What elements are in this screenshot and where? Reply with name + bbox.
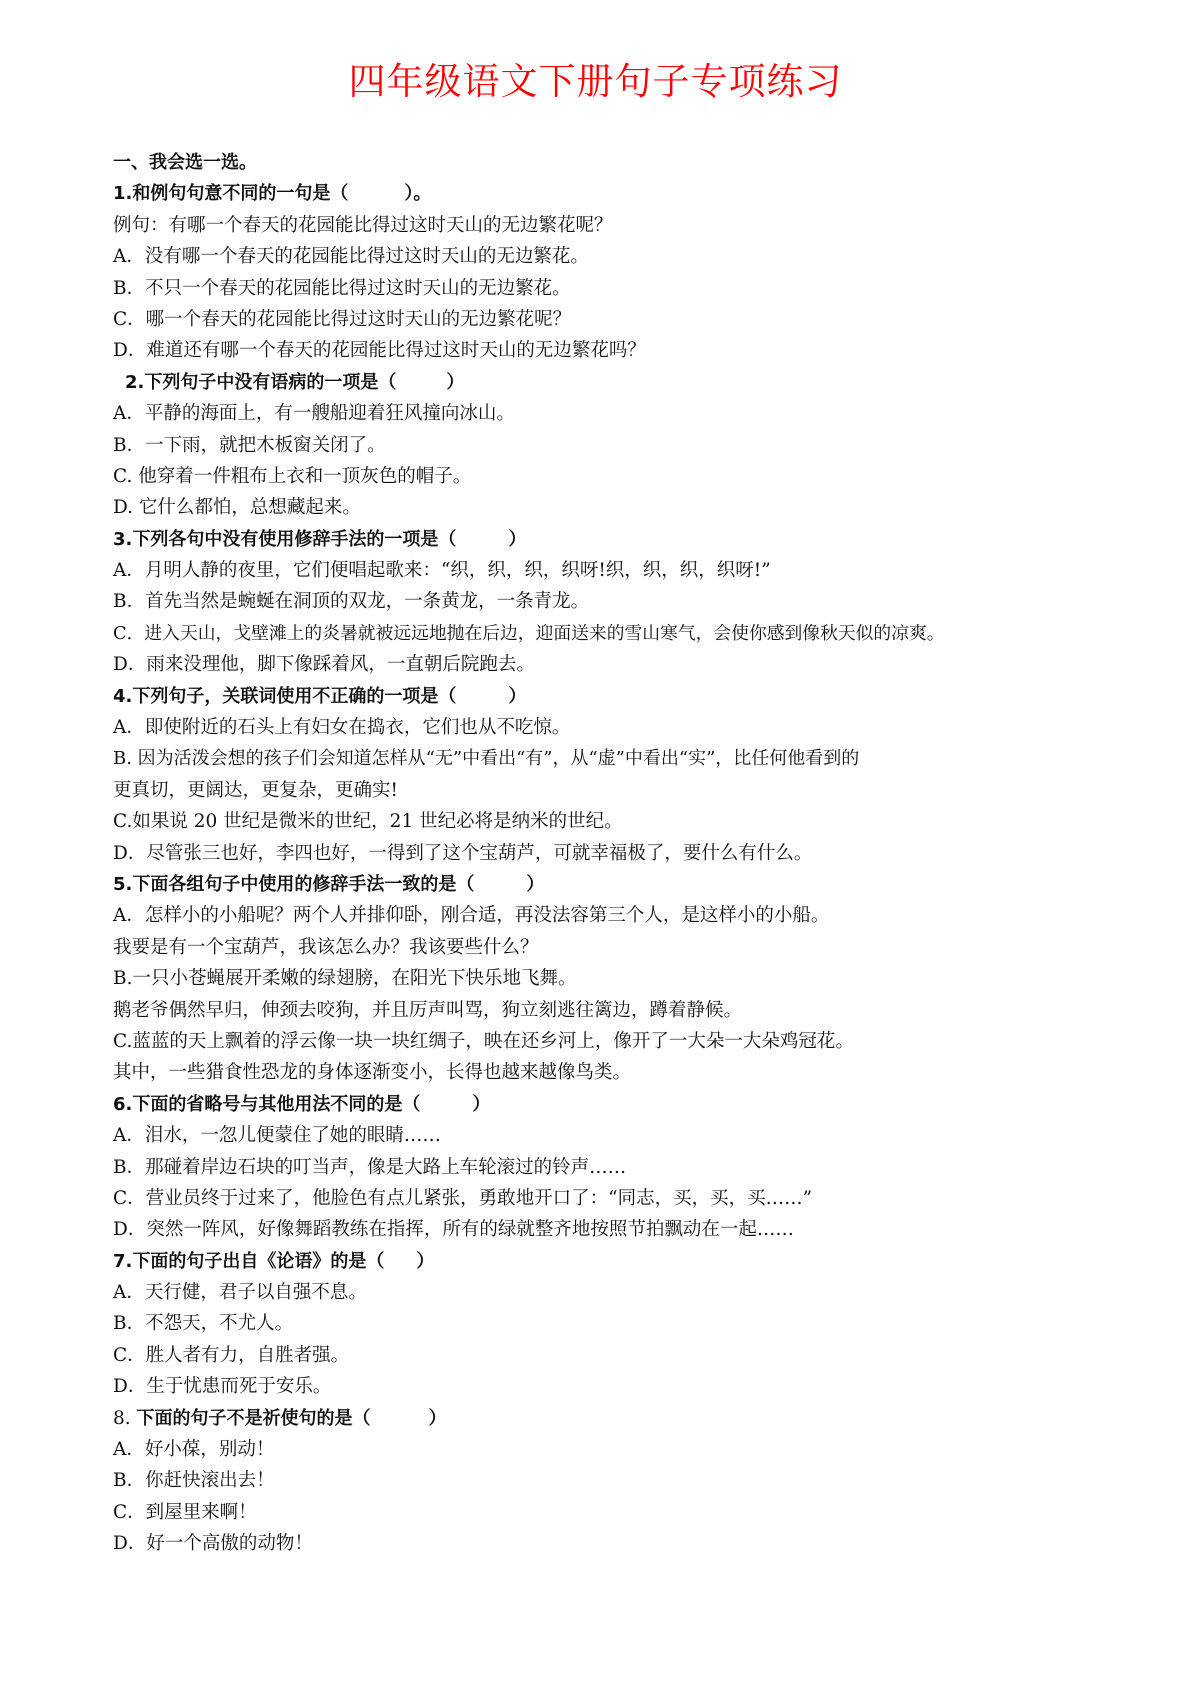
question-stem bbox=[113, 681, 1093, 712]
option: B.一只小苍蝇展开柔嫩的绿翅膀，在阳光下快乐地飞舞。 bbox=[113, 968, 577, 990]
option: A．没有哪一个春天的花园能比得过这时天山的无边繁花。 bbox=[113, 246, 589, 268]
stem-text: 下面的句子不是祈使句的是（ bbox=[136, 1407, 371, 1429]
stem-text: 6.下面的省略号与其他用法不同的是（ bbox=[113, 1093, 421, 1115]
question-stem bbox=[113, 178, 1093, 209]
option: C．营业员终于过来了，他脸色有点儿紧张，勇敢地开口了：“同志，买，买，买……” bbox=[113, 1187, 813, 1209]
option: B．首先当然是蜿蜒在洞顶的双龙，一条黄龙，一条青龙。 bbox=[113, 591, 590, 613]
option: C．到屋里来啊！ bbox=[113, 1501, 257, 1523]
question-stem bbox=[113, 869, 1093, 900]
option: A．即使附近的石头上有妇女在捣衣，它们也从不吃惊。 bbox=[113, 717, 571, 739]
option: C. 他穿着一件粗布上衣和一顶灰色的帽子。 bbox=[113, 465, 472, 487]
option: D．生于忧患而死于安乐。 bbox=[113, 1376, 332, 1398]
question-stem bbox=[113, 1403, 1093, 1434]
section-heading: 一、我会选一选。 bbox=[113, 152, 257, 173]
stem-suffix: ） bbox=[416, 1250, 435, 1272]
stem-text: 1.和例句句意不同的一句是（ bbox=[113, 183, 349, 205]
question-stem bbox=[113, 367, 1093, 398]
option: C．胜人者有力，自胜者强。 bbox=[113, 1344, 350, 1366]
exercise-content bbox=[113, 147, 1093, 1560]
option: A．平静的海面上，有一艘船迎着狂风撞向冰山。 bbox=[113, 403, 515, 425]
example-sentence: 例句：有哪一个春天的花园能比得过这时天山的无边繁花呢？ bbox=[113, 214, 613, 236]
stem-text: 7.下面的句子出自《论语》的是（ bbox=[113, 1250, 385, 1272]
option: A．泪水，一忽儿便蒙住了她的眼睛…… bbox=[113, 1125, 441, 1147]
question-stem bbox=[113, 524, 1093, 555]
question-stem bbox=[113, 1246, 1093, 1277]
option: C.如果说 20 世纪是微米的世纪，21 世纪必将是纳米的世纪。 bbox=[113, 811, 623, 833]
option: D. 它什么都怕，总想藏起来。 bbox=[113, 497, 361, 519]
stem-number: 8. bbox=[113, 1407, 137, 1429]
option: B．那碰着岸边石块的叮当声，像是大路上车轮滚过的铃声…… bbox=[113, 1156, 627, 1178]
stem-suffix: ） bbox=[428, 1407, 447, 1429]
stem-suffix: ） bbox=[472, 1093, 491, 1115]
option: C.蓝蓝的天上飘着的浮云像一块一块红绸子，映在还乡河上，像开了一大朵一大朵鸡冠花。 bbox=[113, 1030, 854, 1052]
option-continued: 更真切，更阔达，更复杂，更确实! bbox=[113, 779, 398, 801]
option: D．雨来没理他，脚下像踩着风，一直朝后院跑去。 bbox=[113, 654, 535, 676]
option: B．你赶快滚出去！ bbox=[113, 1470, 275, 1492]
option: B．不怨天，不尤人。 bbox=[113, 1313, 294, 1335]
option-continued: 我要是有一个宝葫芦，我该怎么办？我该要些什么？ bbox=[113, 936, 539, 958]
page-title: 四年级语文下册句子专项练习 bbox=[348, 60, 843, 103]
stem-suffix: ） bbox=[508, 528, 527, 550]
stem-suffix: ）。 bbox=[404, 183, 432, 205]
question-stem bbox=[113, 1089, 1093, 1120]
option: D．尽管张三也好，李四也好，一得到了这个宝葫芦，可就幸福极了，要什么有什么。 bbox=[113, 842, 813, 864]
stem-suffix: ） bbox=[446, 371, 465, 393]
stem-text: 5.下面各组句子中使用的修辞手法一致的是（ bbox=[113, 873, 475, 895]
option-continued: 其中，一些猎食性恐龙的身体逐渐变小，长得也越来越像鸟类。 bbox=[113, 1062, 632, 1084]
stem-text: 2.下列句子中没有语病的一项是（ bbox=[125, 371, 397, 393]
stem-text: 4.下列句子，关联词使用不正确的一项是（ bbox=[113, 685, 457, 707]
option: B. 因为活泼会想的孩子们会知道怎样从“无”中看出“有”，从“虚”中看出“实”，比任何他看到的 bbox=[113, 748, 860, 770]
option: D．难道还有哪一个春天的花园能比得过这时天山的无边繁花吗？ bbox=[113, 340, 646, 362]
option: A．天行健，君子以自强不息。 bbox=[113, 1282, 367, 1304]
option: C．哪一个春天的花园能比得过这时天山的无边繁花呢？ bbox=[113, 308, 572, 330]
stem-suffix: ） bbox=[526, 873, 545, 895]
option: A．好小葆，别动！ bbox=[113, 1439, 275, 1461]
stem-text: 3.下列各句中没有使用修辞手法的一项是（ bbox=[113, 528, 457, 550]
stem-suffix: ） bbox=[508, 685, 527, 707]
option: A．月明人静的夜里，它们便唱起歌来：“织，织，织，织呀!织，织，织，织呀!” bbox=[113, 560, 771, 582]
option: B．不只一个春天的花园能比得过这时天山的无边繁花。 bbox=[113, 277, 571, 299]
option: D．突然一阵风，好像舞蹈教练在指挥，所有的绿就整齐地按照节拍飘动在一起…… bbox=[113, 1219, 794, 1241]
option: A．怎样小的小船呢？两个人并排仰卧，刚合适，再没法容第三个人，是这样小的小船。 bbox=[113, 905, 830, 927]
option: B．一下雨，就把木板窗关闭了。 bbox=[113, 434, 386, 456]
option: C．进入天山，戈壁滩上的炎暑就被远远地抛在后边，迎面送来的雪山寒气，会使你感到像秋天似的凉爽。 bbox=[113, 622, 945, 644]
option: D．好一个高傲的动物！ bbox=[113, 1533, 313, 1555]
option-continued: 鹅老爷偶然早归，伸颈去咬狗，并且厉声叫骂，狗立刻逃往篱边，蹲着静候。 bbox=[113, 999, 743, 1021]
